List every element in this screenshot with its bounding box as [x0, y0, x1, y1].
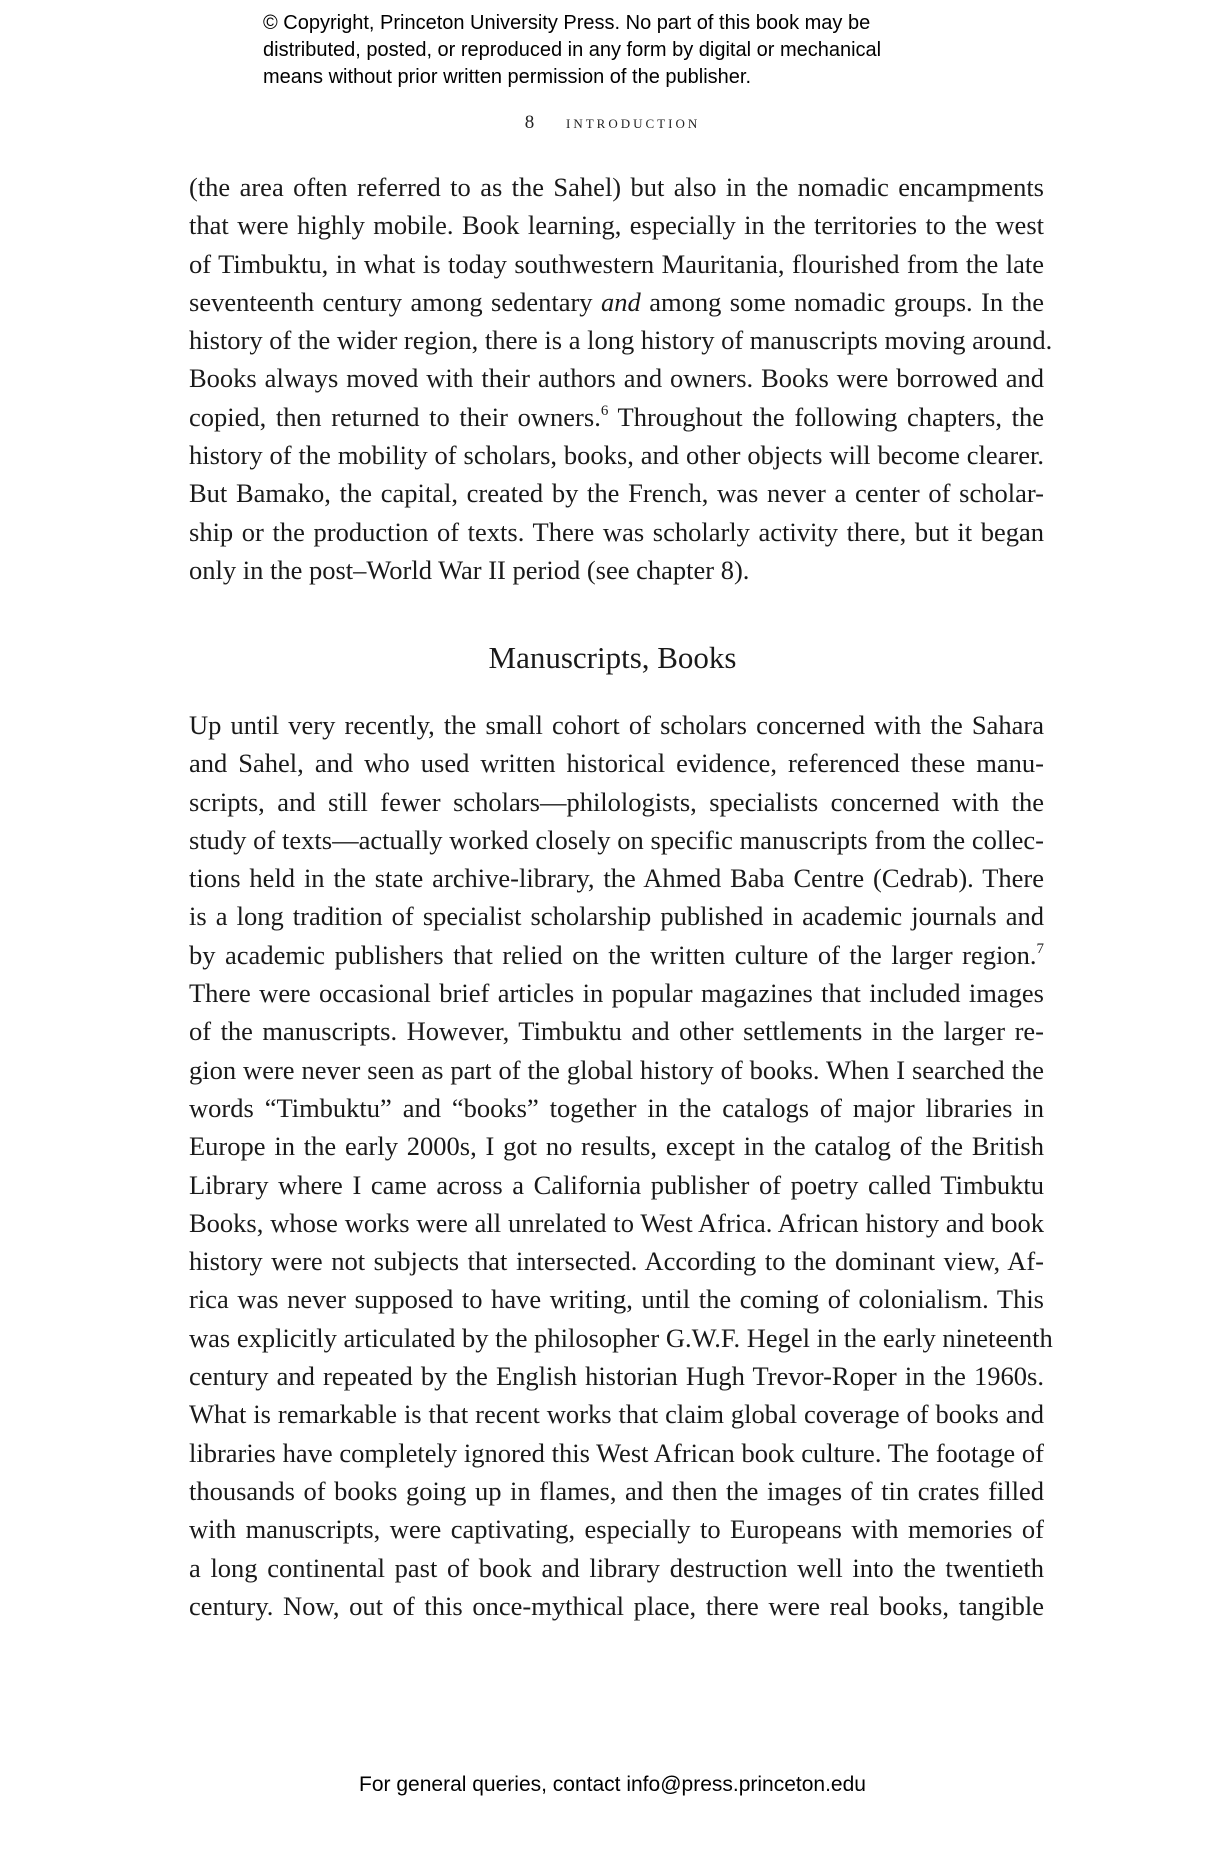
text-line: of the manuscripts. However, Timbuktu and other settlements in the larger re- — [189, 1016, 1044, 1047]
text-line: Europe in the early 2000s, I got no results, except in the catalog of the British — [189, 1131, 1044, 1162]
section-heading: Manuscripts, Books — [488, 640, 737, 675]
text-line: ship or the production of texts. There was scholarly activity there, but it began — [189, 516, 1044, 547]
text-line: What is remarkable is that recent works that claim global coverage of books and — [189, 1399, 1044, 1430]
text-line: was explicitly articulated by the philosopher G.W.F. Hegel in the early nineteenth — [189, 1322, 1053, 1353]
text-line: Books always moved with their authors and owners. Books were borrowed and — [189, 363, 1044, 394]
text-line: and Sahel, and who used written historical evidence, referenced these manu- — [189, 748, 1044, 779]
text-line: tions held in the state archive-library, the Ahmed Baba Centre (Cedrab). There — [189, 863, 1044, 894]
body-paragraph — [189, 168, 1053, 589]
text-line: There were occasional brief articles in popular magazines that included images — [189, 978, 1044, 1009]
text-line: seventeenth century among sedentary and among some nomadic groups. In the — [189, 286, 1044, 317]
text-line: of Timbuktu, in what is today southwestern Mauritania, flourished from the late — [189, 248, 1044, 279]
text-line: words “Timbuktu” and “books” together in the catalogs of major libraries in — [189, 1092, 1044, 1123]
text-line: copied, then returned to their owners.$^6$ Throughout the following chapters, the — [189, 401, 1044, 432]
text-line: rica was never supposed to have writing, until the coming of colonialism. This — [189, 1284, 1044, 1315]
text-line: that were highly mobile. Book learning, especially in the territories to the west — [189, 210, 1044, 241]
text-line: But Bamako, the capital, created by the French, was never a center of scholar- — [189, 478, 1044, 509]
body-paragraph — [189, 706, 1053, 1625]
emphasis: and — [601, 286, 641, 317]
text-line: libraries have completely ignored this West African book culture. The footage of — [189, 1437, 1044, 1468]
copyright-notice — [263, 10, 983, 91]
running-head-title: introduction — [566, 112, 701, 133]
text-line: scripts, and still fewer scholars—philologists, specialists concerned with the — [189, 786, 1044, 817]
text-line: Books, whose works were all unrelated to West Africa. African history and book — [189, 1207, 1044, 1238]
footer-contact: For general queries, contact info@press.princeton.edu — [359, 1773, 866, 1796]
running-head — [0, 112, 1225, 134]
text-line: a long continental past of book and library destruction well into the twentieth — [189, 1552, 1044, 1583]
text-line: gion were never seen as part of the global history of books. When I searched the — [189, 1054, 1044, 1085]
text-line: history of the wider region, there is a long history of manuscripts moving around. — [189, 325, 1053, 356]
footnote-ref[interactable]: 7 — [1036, 940, 1044, 957]
copyright-line: © Copyright, Princeton University Press. No part of this book may be — [263, 12, 871, 34]
footnote-ref[interactable]: 6 — [600, 402, 609, 419]
text-line: is a long tradition of specialist scholarship published in academic journals and — [189, 901, 1044, 932]
text-line: history were not subjects that intersected. According to the dominant view, Af- — [189, 1246, 1044, 1277]
page-number: 8 — [524, 112, 535, 133]
text-line: Up until very recently, the small cohort of scholars concerned with the Sahara — [189, 710, 1044, 740]
copyright-line: means without prior written permission of the publisher. — [263, 66, 752, 88]
text-line: century. Now, out of this once-mythical place, there were real books, tangible — [189, 1590, 1044, 1621]
text-line: history of the mobility of scholars, books, and other objects will become clearer. — [189, 440, 1044, 471]
text-line: Library where I came across a California publisher of poetry called Timbuktu — [189, 1169, 1044, 1200]
text-line: century and repeated by the English historian Hugh Trevor-Roper in the 1960s. — [189, 1361, 1044, 1392]
copyright-line: distributed, posted, or reproduced in any form by digital or mechanical — [263, 39, 882, 61]
text-line: (the area often referred to as the Sahel) but also in the nomadic encampments — [189, 172, 1044, 202]
text-line: only in the post–World War II period (see chapter 8). — [189, 554, 750, 585]
text-line: thousands of books going up in flames, and then the images of tin crates filled — [189, 1475, 1044, 1506]
text-line: with manuscripts, were captivating, especially to Europeans with memories of — [189, 1514, 1044, 1545]
text-line: study of texts—actually worked closely on specific manuscripts from the collec- — [189, 824, 1044, 855]
text-line: by academic publishers that relied on the written culture of the larger region.$^7$ — [189, 939, 1044, 970]
